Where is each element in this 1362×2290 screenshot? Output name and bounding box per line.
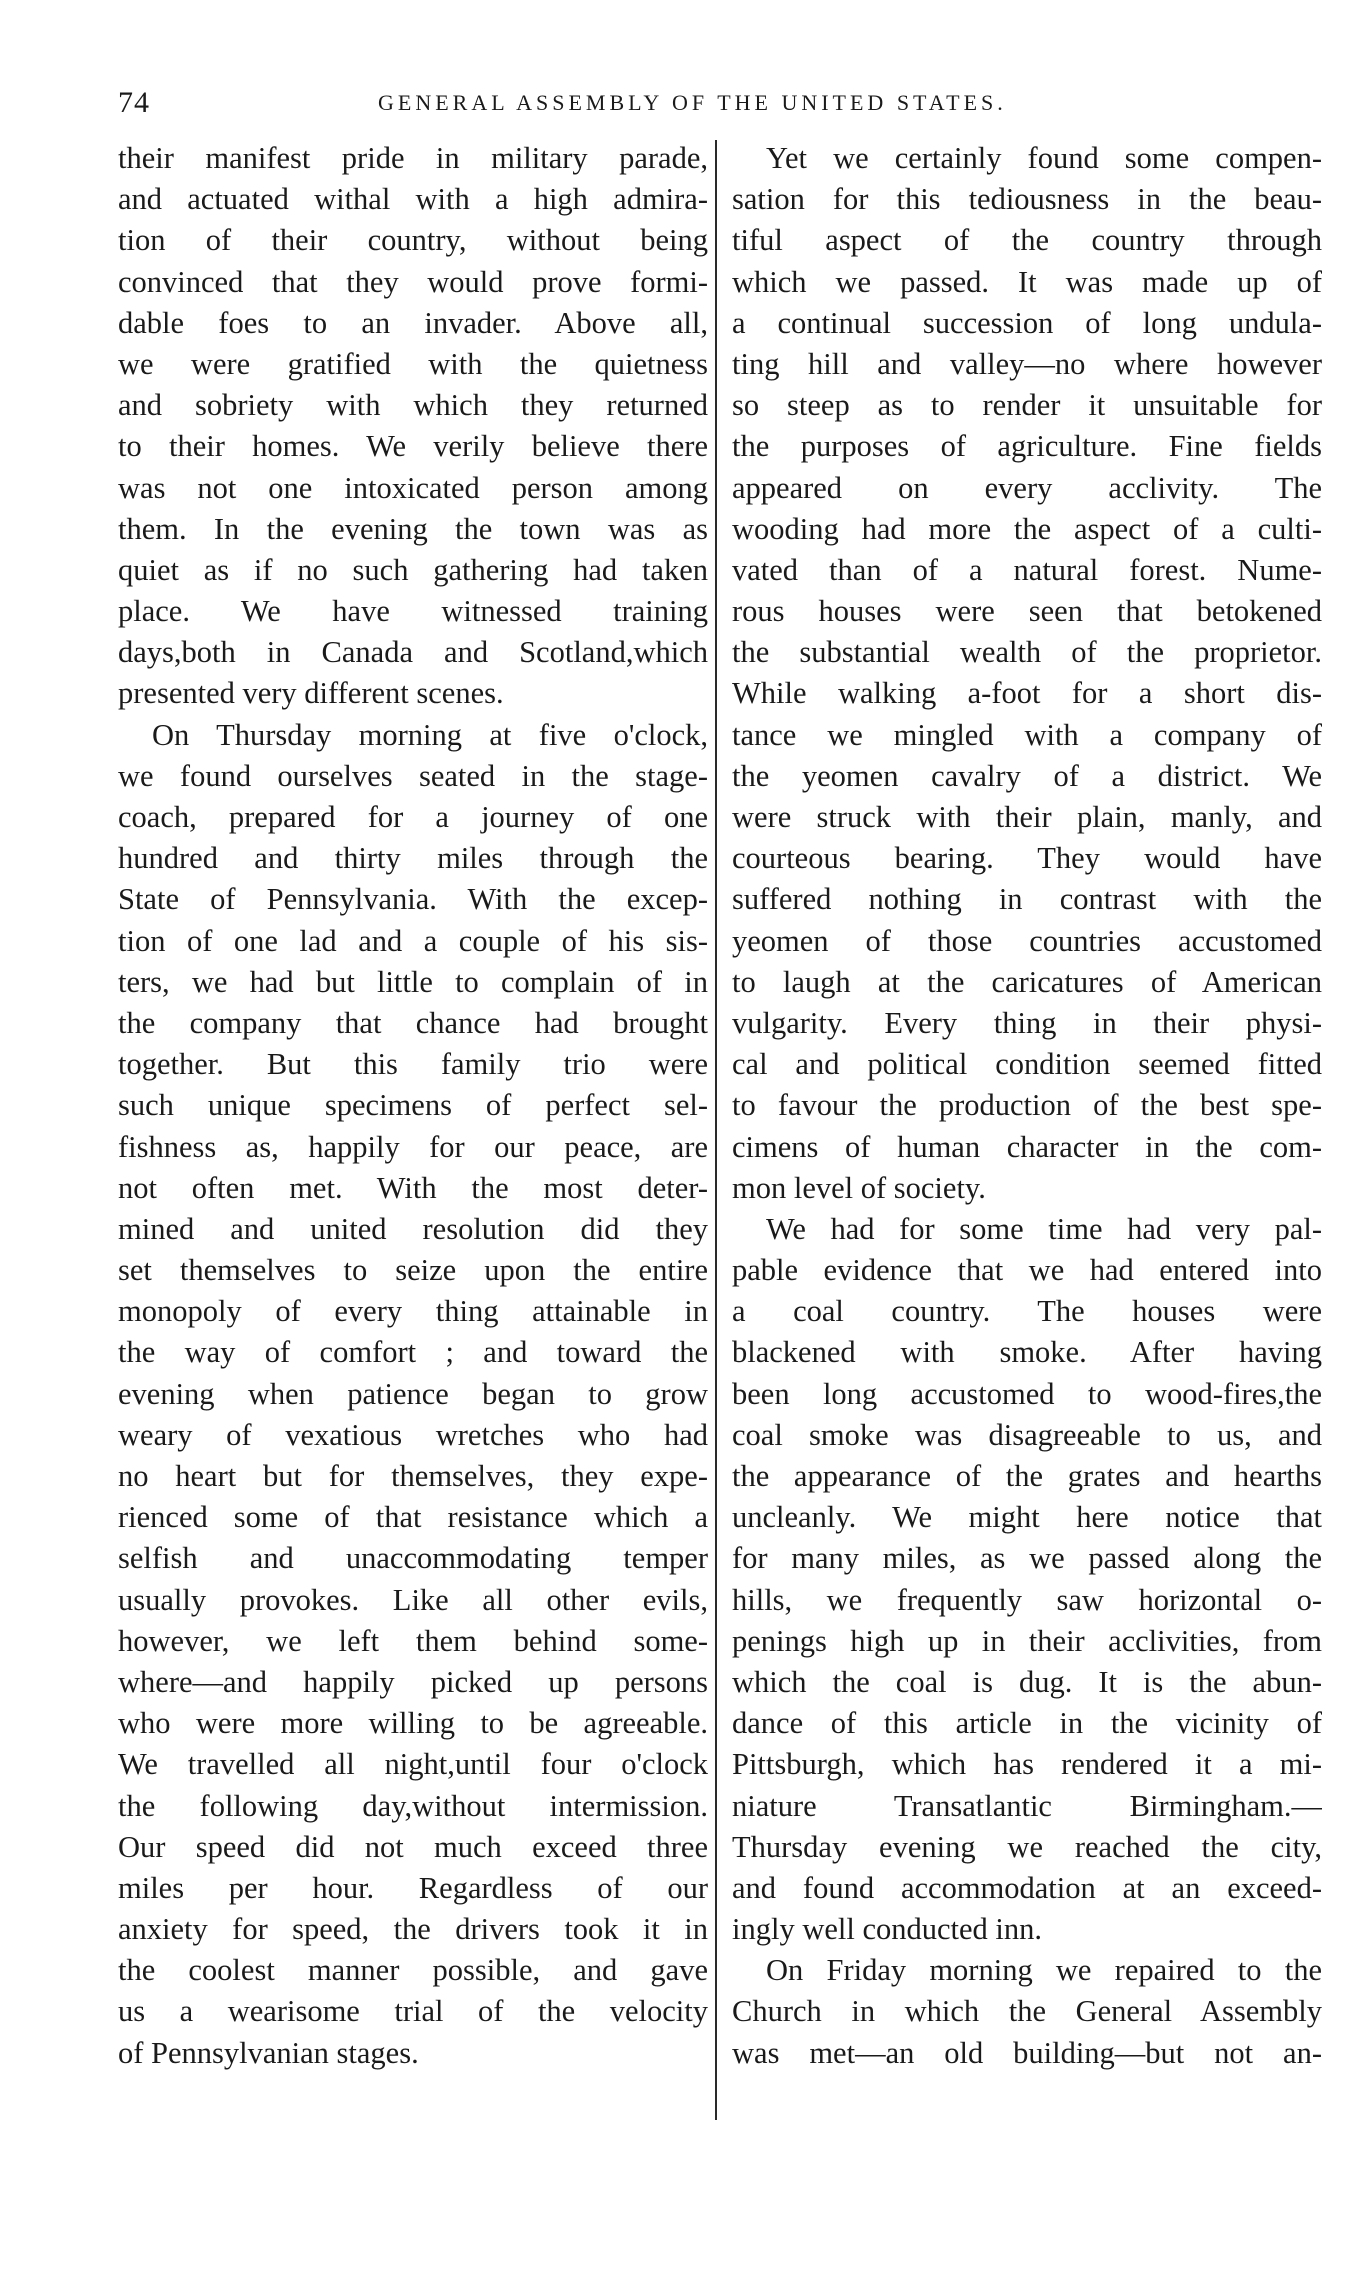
text-line: vated than of a natural forest. Nume- xyxy=(732,552,1322,587)
text-line: fishness as, happily for our peace, are xyxy=(118,1129,708,1164)
text-line: Pittsburgh, which has rendered it a mi- xyxy=(732,1747,1322,1782)
text-line: cimens of human character in the com- xyxy=(732,1129,1322,1164)
text-line: their manifest pride in military parade, xyxy=(118,141,708,175)
running-head: GENERAL ASSEMBLY OF THE UNITED STATES. xyxy=(378,90,1007,115)
text-line: together. But this family trio were xyxy=(118,1047,708,1082)
text-line: was not one intoxicated person among xyxy=(118,470,708,505)
text-line: tiful aspect of the country through xyxy=(732,223,1322,258)
text-line: them. In the evening the town was as xyxy=(118,511,708,546)
text-line: who were more willing to be agreeable. xyxy=(118,1706,708,1741)
text-line: cal and political condition seemed fitted xyxy=(732,1047,1322,1082)
text-line: and actuated withal with a high admira- xyxy=(118,182,708,217)
page-number: 74 xyxy=(118,86,150,119)
text-line: hills, we frequently saw horizontal o- xyxy=(732,1582,1322,1617)
text-line: of Pennsylvanian stages. xyxy=(118,2035,419,2070)
text-line: the purposes of agriculture. Fine fields xyxy=(732,429,1322,464)
text-line: the coolest manner possible, and gave xyxy=(118,1953,708,1988)
text-line: Thursday evening we reached the city, xyxy=(732,1829,1322,1864)
text-line: so steep as to render it unsuitable for xyxy=(732,388,1322,423)
text-line: quiet as if no such gathering had taken xyxy=(118,552,708,587)
text-line: convinced that they would prove formi- xyxy=(118,264,708,299)
text-line: tion of one lad and a couple of his sis- xyxy=(118,923,708,958)
text-line: which we passed. It was made up of xyxy=(732,264,1322,299)
right-text-column xyxy=(732,138,1322,2074)
text-line: ingly well conducted inn. xyxy=(732,1912,1043,1947)
page-header xyxy=(118,86,1298,126)
text-line: and sobriety with which they returned xyxy=(118,388,708,423)
text-line: evening when patience began to grow xyxy=(118,1376,708,1411)
text-line: no heart but for themselves, they expe- xyxy=(118,1459,708,1493)
text-line: rous houses were seen that betokened xyxy=(732,594,1322,629)
text-line: was met—an old building—but not an- xyxy=(732,2035,1322,2070)
left-text-column xyxy=(118,138,708,2074)
text-line: we found ourselves seated in the stage- xyxy=(118,758,708,793)
text-line: blackened with smoke. After having xyxy=(732,1335,1322,1370)
text-line: sation for this tediousness in the beau- xyxy=(732,182,1322,217)
text-line: a continual succession of long undula- xyxy=(732,305,1322,340)
text-line: dance of this article in the vicinity of xyxy=(732,1706,1322,1741)
text-line: such unique specimens of perfect sel- xyxy=(118,1088,708,1123)
text-line: miles per hour. Regardless of our xyxy=(118,1870,708,1905)
text-line: We had for some time had very pal- xyxy=(766,1211,1322,1246)
text-line: monopoly of every thing attainable in xyxy=(118,1294,708,1329)
text-line: for many miles, as we passed along the xyxy=(732,1541,1322,1576)
text-line: where—and happily picked up persons xyxy=(118,1664,708,1699)
text-line: been long accustomed to wood-fires,the xyxy=(732,1376,1322,1411)
text-line: rienced some of that resistance which a xyxy=(118,1500,708,1535)
text-line: ters, we had but little to complain of in xyxy=(118,964,708,999)
text-line: pable evidence that we had entered into xyxy=(732,1253,1322,1288)
text-line: wooding had more the aspect of a culti- xyxy=(732,511,1322,546)
text-line: weary of vexatious wretches who had xyxy=(118,1417,708,1452)
text-line: set themselves to seize upon the entire xyxy=(118,1253,708,1288)
text-line: Yet we certainly found some compen- xyxy=(766,141,1322,175)
text-line: to their homes. We verily believe there xyxy=(118,429,708,464)
text-line: the yeomen cavalry of a district. We xyxy=(732,758,1322,793)
text-line: yeomen of those countries accustomed xyxy=(732,923,1322,958)
text-line: State of Pennsylvania. With the excep- xyxy=(118,882,708,917)
text-line: penings high up in their acclivities, from xyxy=(732,1623,1322,1658)
text-line: coal smoke was disagreeable to us, and xyxy=(732,1417,1322,1452)
column-divider xyxy=(715,140,717,2120)
text-line: coach, prepared for a journey of one xyxy=(118,800,708,834)
text-line: Church in which the General Assembly xyxy=(732,1994,1322,2029)
text-line: On Thursday morning at five o'clock, xyxy=(152,717,708,752)
text-line: to laugh at the caricatures of American xyxy=(732,964,1322,999)
text-line: On Friday morning we repaired to the xyxy=(766,1953,1322,1988)
text-line: suffered nothing in contrast with the xyxy=(732,882,1322,917)
text-line: usually provokes. Like all other evils, xyxy=(118,1582,708,1617)
text-line: the appearance of the grates and hearths xyxy=(732,1459,1322,1493)
text-line: presented very different scenes. xyxy=(118,676,504,711)
text-line: days,both in Canada and Scotland,which xyxy=(118,635,708,670)
text-line: the following day,without intermission. xyxy=(118,1788,708,1823)
text-line: the company that chance had brought xyxy=(118,1005,708,1040)
text-line: the way of comfort ; and toward the xyxy=(118,1335,708,1370)
text-line: tance we mingled with a company of xyxy=(732,717,1322,752)
text-line: ting hill and valley—no where however xyxy=(732,346,1322,381)
text-line: place. We have witnessed training xyxy=(118,594,708,629)
text-line: were struck with their plain, manly, and xyxy=(732,800,1322,834)
text-line: which the coal is dug. It is the abun- xyxy=(732,1664,1322,1699)
text-line: uncleanly. We might here notice that xyxy=(732,1500,1322,1535)
text-line: We travelled all night,until four o'clock xyxy=(118,1747,708,1782)
text-line: courteous bearing. They would have xyxy=(732,841,1322,876)
text-line: niature Transatlantic Birmingham.— xyxy=(732,1788,1322,1823)
text-line: hundred and thirty miles through the xyxy=(118,841,708,876)
text-line: Our speed did not much exceed three xyxy=(118,1829,708,1864)
text-line: and found accommodation at an exceed- xyxy=(732,1870,1322,1905)
text-line: anxiety for speed, the drivers took it in xyxy=(118,1912,708,1947)
text-line: a coal country. The houses were xyxy=(732,1294,1322,1329)
text-line: however, we left them behind some- xyxy=(118,1623,708,1658)
text-line: tion of their country, without being xyxy=(118,223,708,258)
text-line: selfish and unaccommodating temper xyxy=(118,1541,708,1576)
text-line: to favour the production of the best spe- xyxy=(732,1088,1322,1123)
text-line: vulgarity. Every thing in their physi- xyxy=(732,1005,1322,1040)
text-line: dable foes to an invader. Above all, xyxy=(118,305,708,340)
text-line: us a wearisome trial of the velocity xyxy=(118,1994,708,2029)
text-line: mined and united resolution did they xyxy=(118,1211,708,1246)
text-line: appeared on every acclivity. The xyxy=(732,470,1322,505)
text-line: the substantial wealth of the proprietor. xyxy=(732,635,1322,670)
text-line: not often met. With the most deter- xyxy=(118,1170,708,1205)
text-line: While walking a-foot for a short dis- xyxy=(732,676,1322,711)
text-line: mon level of society. xyxy=(732,1170,986,1205)
text-line: we were gratified with the quietness xyxy=(118,346,708,381)
